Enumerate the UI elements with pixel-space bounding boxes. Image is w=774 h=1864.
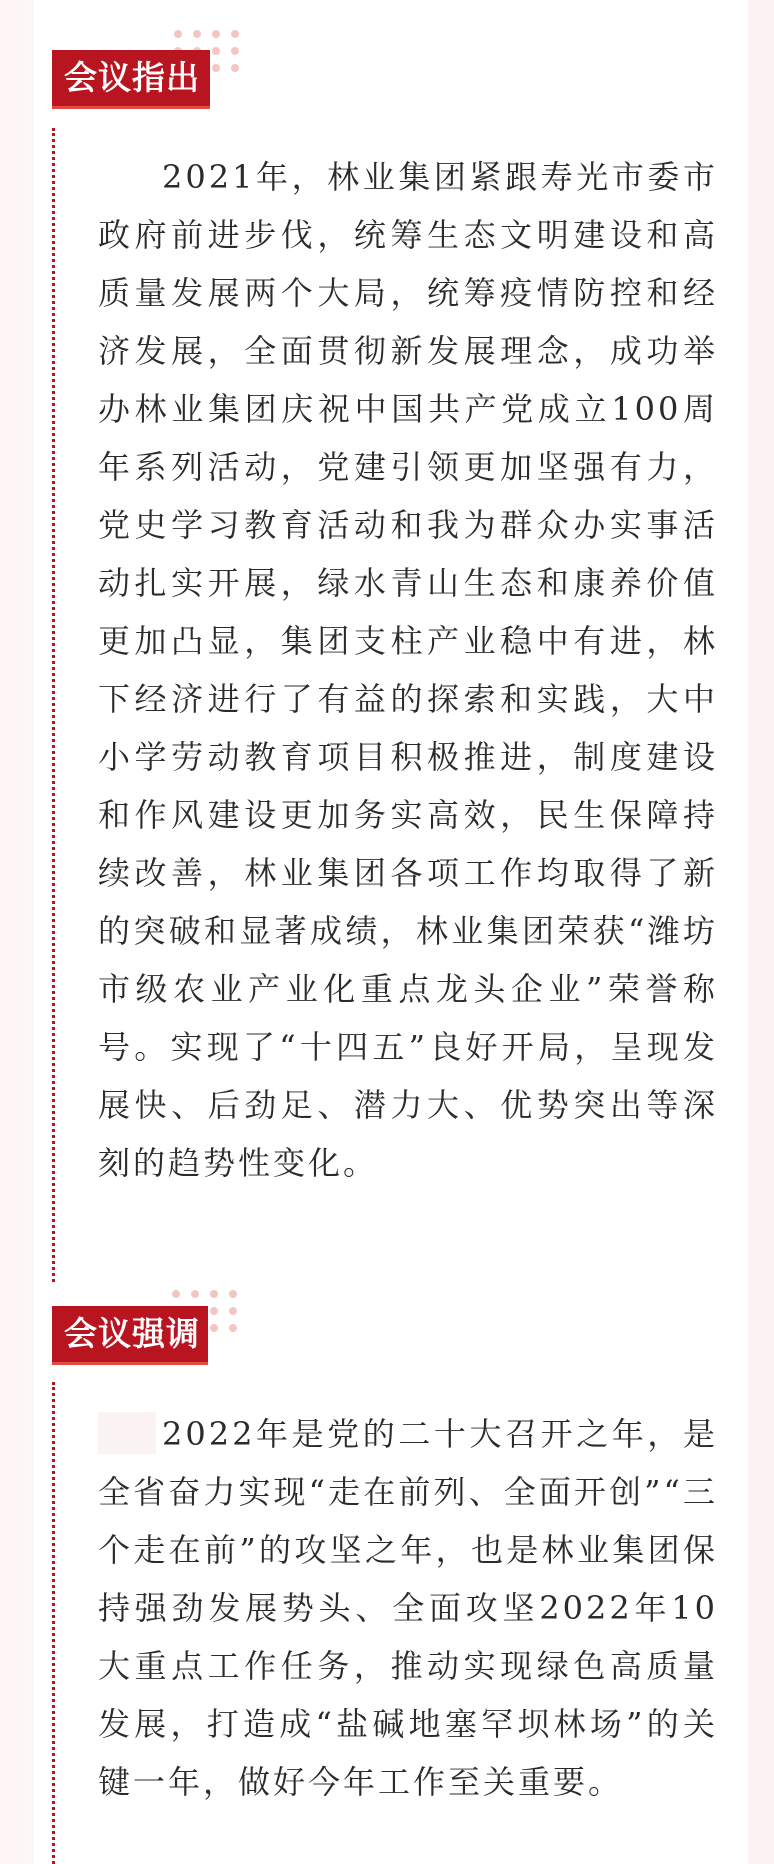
decor-dot (210, 1290, 218, 1298)
meeting-emphasis-section (34, 1290, 748, 1864)
left-margin-band (0, 0, 24, 1864)
section-heading: 会议指出 (52, 50, 210, 106)
decor-dot (193, 30, 201, 38)
decor-dot (229, 1324, 237, 1332)
section-heading: 会议强调 (52, 1306, 208, 1362)
decor-dot (231, 64, 239, 72)
decor-dot (229, 1290, 237, 1298)
dotted-vertical-rule (52, 1382, 55, 1864)
decor-dot (212, 64, 220, 72)
decor-dot (212, 30, 220, 38)
right-margin-band (748, 0, 774, 1864)
decor-dot (229, 1307, 237, 1315)
decor-dot (172, 1290, 180, 1298)
decor-dot (210, 1324, 218, 1332)
section-paragraph: 2022年是党的二十大召开之年，是全省奋力实现“走在前列、全面开创”“三个走在前”的攻坚之年，也是林业集团保持强劲发展势头、全面攻坚2022年10大重点工作任务，推动实现绿色高质量发展，打造成“盐碱地塞罕坝林场”的关键一年，做好今年工作至关重要。 (98, 1415, 718, 1801)
dotted-vertical-rule (52, 128, 55, 1282)
section-paragraph: 2021年，林业集团紧跟寿光市委市政府前进步伐，统筹生态文明建设和高质量发展两个大局，统筹疫情防控和经济发展，全面贯彻新发展理念，成功举办林业集团庆祝中国共产党成立100周年系列活动，党建引领更加坚强有力，党史学习教育活动和我为群众办实事活动扎实开展，绿水青山生态和康养价值更加凸显，集团支柱产业稳中有进，林下经济进行了有益的探索和实践，大中小学劳动教育项目积极推进，制度建设和作风建设更加务实高效，民生保障持续改善，林业集团各项工作均取得了新的突破和显著成绩，林业集团荣获“潍坊市级农业产业化重点龙头企业”荣誉称号。实现了“十四五”良好开局，呈现发展快、后劲足、潜力大、优势突出等深刻的趋势性变化。 (98, 158, 718, 1182)
decor-dot (231, 30, 239, 38)
decor-dot (231, 47, 239, 55)
decor-dot (191, 1290, 199, 1298)
decor-dot (210, 1307, 218, 1315)
decor-dot (174, 30, 182, 38)
meeting-points-section (34, 0, 748, 1290)
decor-dot (212, 47, 220, 55)
